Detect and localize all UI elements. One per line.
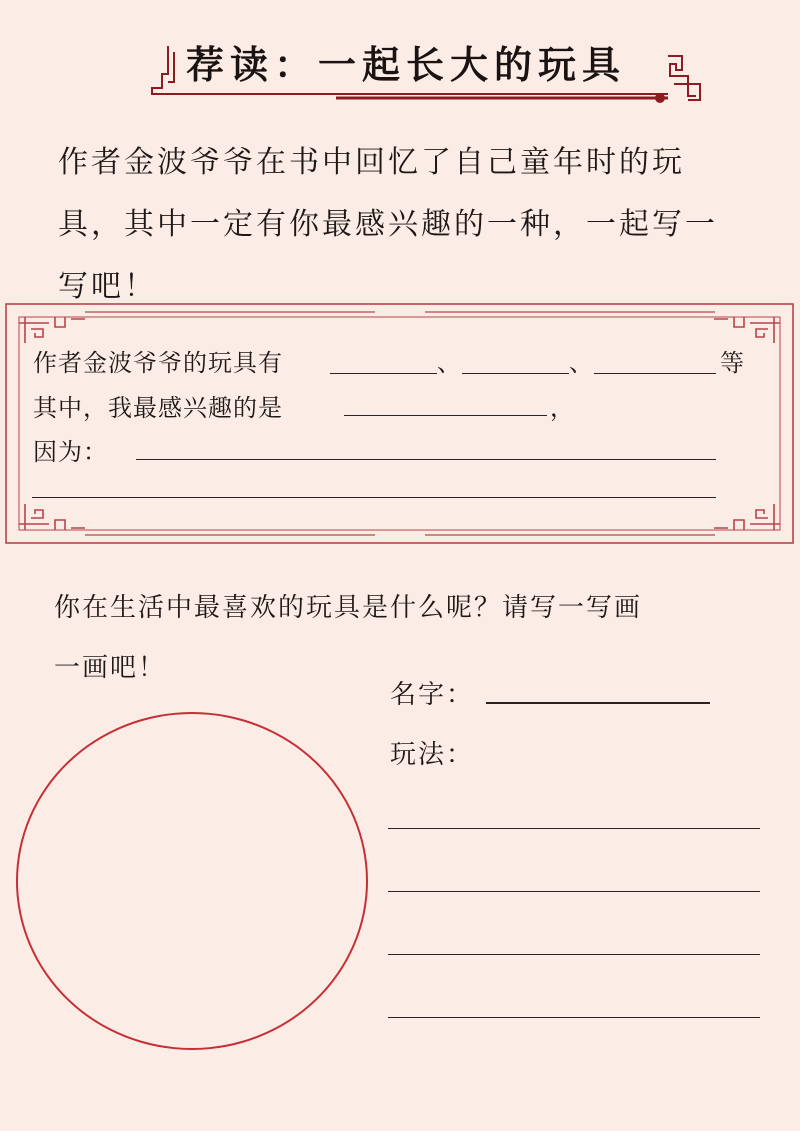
toy-answer-blank-2[interactable] xyxy=(462,373,569,374)
intro-line: 写吧！ xyxy=(58,269,157,304)
play-answer-line-4[interactable] xyxy=(388,1017,760,1018)
reason-prompt: 因为： xyxy=(33,438,108,466)
play-answer-line-1[interactable] xyxy=(388,828,760,829)
drawing-area-circle[interactable] xyxy=(16,712,368,1050)
toy-answer-blank-1[interactable] xyxy=(330,373,437,374)
toy-answer-blank-3[interactable] xyxy=(594,373,716,374)
favorite-suffix: ， xyxy=(550,394,575,422)
decorative-frame xyxy=(5,303,794,544)
page-title: 荐读：一起长大的玩具 xyxy=(186,43,627,87)
separator: 、 xyxy=(437,349,462,377)
favorite-prompt: 其中，我最感兴趣的是 xyxy=(33,394,283,422)
intro-line: 具，其中一定有你最感兴趣的一种，一起写一 xyxy=(58,207,718,242)
play-label: 玩法： xyxy=(390,740,475,770)
name-answer-blank[interactable] xyxy=(486,702,710,704)
play-answer-line-2[interactable] xyxy=(388,891,760,892)
intro-paragraph xyxy=(58,132,758,318)
toys-prompt: 作者金波爷爷的玩具有 xyxy=(33,349,283,377)
play-answer-line-3[interactable] xyxy=(388,954,760,955)
name-label: 名字： xyxy=(390,680,475,710)
question-line: 你在生活中最喜欢的玩具是什么呢？请写一写画 xyxy=(54,593,643,623)
favorite-answer-blank[interactable] xyxy=(344,415,547,416)
toys-suffix: 等 xyxy=(720,349,745,377)
reason-answer-blank-2[interactable] xyxy=(32,497,716,498)
question-line: 一画吧！ xyxy=(54,653,167,683)
reason-answer-blank-1[interactable] xyxy=(136,459,716,460)
separator: 、 xyxy=(569,349,594,377)
box-line-1 xyxy=(33,343,283,378)
intro-line: 作者金波爷爷在书中回忆了自己童年时的玩 xyxy=(58,145,685,180)
